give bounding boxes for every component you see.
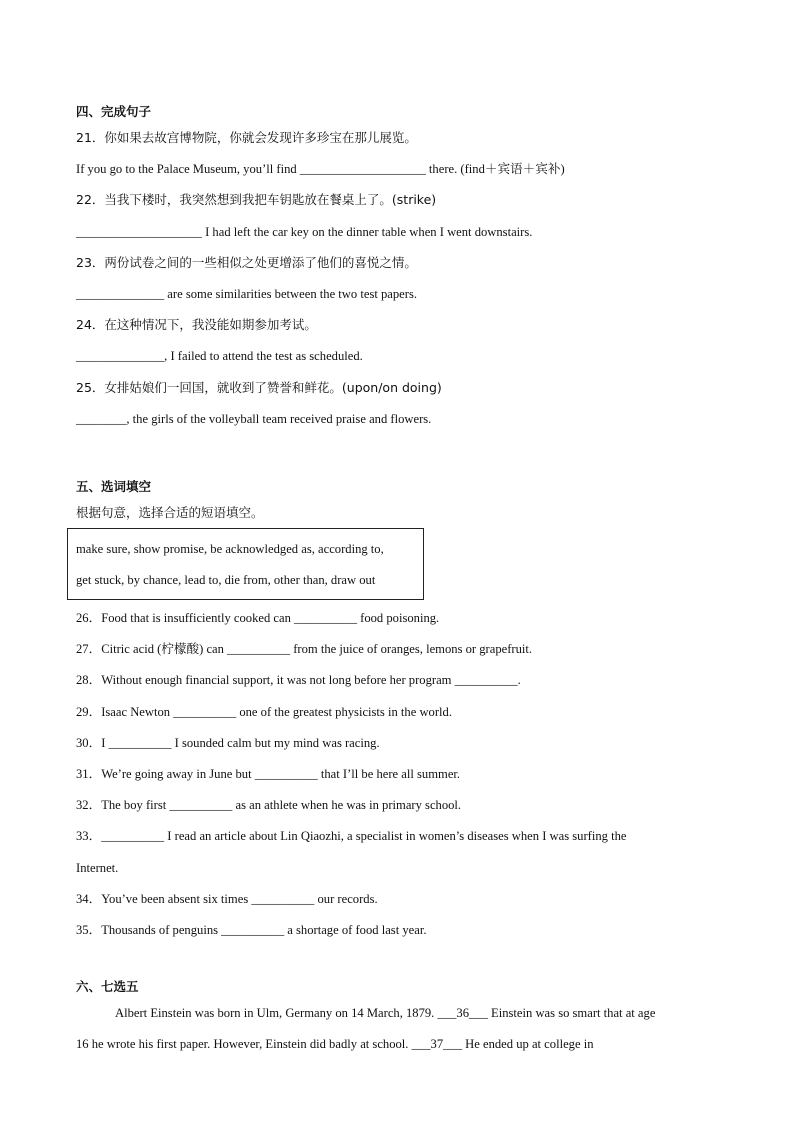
section-heading-4: 四、完成句子	[76, 104, 152, 119]
question-21-chinese: 21．你如果去故宫博物院，你就会发现许多珍宝在那儿展览。	[76, 130, 417, 145]
question-23-english: ______________ are some similarities between the two test papers.	[76, 287, 418, 301]
section-heading-5: 五、选词填空	[76, 479, 152, 494]
question-22-chinese: 22．当我下楼时，我突然想到我把车钥匙放在餐桌上了。(strike)	[76, 192, 437, 207]
question-34: 34．You’ve been absent six times __________ our records.	[76, 892, 378, 906]
question-33-line-2: Internet.	[76, 861, 119, 875]
word-bank-line-2: get stuck, by chance, lead to, die from, other than, draw out	[76, 573, 376, 587]
question-22-english: ____________________ I had left the car key on the dinner table when I went downstairs.	[76, 225, 533, 239]
question-27: 27．Citric acid (柠檬酸) can __________ from the juice of oranges, lemons or grapefruit.	[76, 642, 533, 656]
passage-line-2	[76, 1036, 594, 1052]
question-30: 30．I __________ I sounded calm but my mind was racing.	[76, 736, 380, 750]
passage-line-2-end: He ended up at college in	[465, 1037, 594, 1051]
passage-line-1	[115, 1005, 655, 1021]
passage-line-2-start: 16 he wrote his first paper. However, Einstein did badly at school.	[76, 1037, 409, 1051]
blank-37: ___37___	[411, 1037, 462, 1051]
question-25-english: ________, the girls of the volleyball team received praise and flowers.	[76, 412, 432, 426]
question-33-line-1: 33．__________ I read an article about Lin Qiaozhi, a specialist in women’s diseases when I was surfing the	[76, 829, 627, 843]
question-31: 31．We’re going away in June but __________ that I’ll be here all summer.	[76, 767, 461, 781]
question-24-english: ______________, I failed to attend the test as scheduled.	[76, 349, 363, 363]
section-5-instruction: 根据句意，选择合适的短语填空。	[76, 505, 264, 520]
question-32: 32．The boy first __________ as an athlete when he was in primary school.	[76, 798, 462, 812]
question-23-chinese: 23．两份试卷之间的一些相似之处更增添了他们的喜悦之情。	[76, 255, 417, 270]
question-26: 26．Food that is insufficiently cooked can __________ food poisoning.	[76, 611, 440, 625]
word-bank-line-1: make sure, show promise, be acknowledged as, according to,	[76, 542, 384, 556]
question-28: 28．Without enough financial support, it was not long before her program __________.	[76, 673, 521, 687]
question-35: 35．Thousands of penguins __________ a shortage of food last year.	[76, 923, 427, 937]
question-24-chinese: 24．在这种情况下，我没能如期参加考试。	[76, 317, 317, 332]
section-heading-6: 六、七选五	[76, 979, 139, 994]
passage-line-1-start: Albert Einstein was born in Ulm, Germany on 14 March, 1879.	[115, 1006, 435, 1020]
question-29: 29．Isaac Newton __________ one of the greatest physicists in the world.	[76, 705, 452, 719]
passage-line-1-end: Einstein was so smart that at age	[491, 1006, 656, 1020]
question-25-chinese: 25．女排姑娘们一回国，就收到了赞誉和鲜花。(upon/on doing)	[76, 380, 442, 395]
word-bank-box	[67, 528, 424, 600]
question-21-english: If you go to the Palace Museum, you’ll find ____________________ there. (find＋宾语＋宾补)	[76, 162, 565, 176]
blank-36: ___36___	[437, 1006, 488, 1020]
